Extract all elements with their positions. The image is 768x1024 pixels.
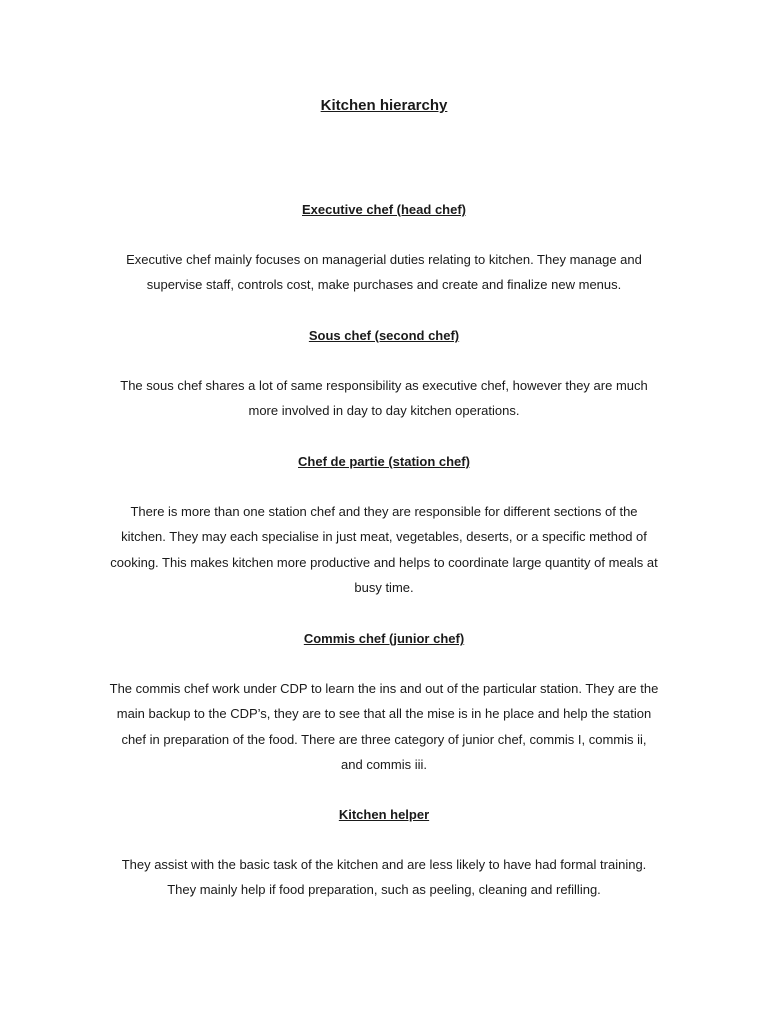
paragraph-line: kitchen. They may each specialise in just meat, vegetables, deserts, or a specific method of [121,529,647,545]
paragraph-line: supervise staff, controls cost, make purchases and create and finalize new menus. [146,277,622,293]
heading-kitchen-helper: Kitchen helper [338,807,430,822]
paragraph-line: chef in preparation of the food. There are three category of junior chef, commis I, commis ii, [121,731,647,747]
paragraph-line: cooking. This makes kitchen more productive and helps to coordinate large quantity of meals at [110,554,658,570]
paragraph-line: There is more than one station chef and they are responsible for different sections of the [130,504,638,519]
paragraph-line: more involved in day to day kitchen operations. [248,403,520,419]
heading-commis-chef: Commis chef (junior chef) [303,631,465,646]
paragraph-line: The commis chef work under CDP to learn the ins and out of the particular station. They are the [109,681,659,696]
heading-chef-de-partie: Chef de partie (station chef) [298,454,470,469]
paragraph-line: Executive chef mainly focuses on managerial duties relating to kitchen. They manage and [126,252,642,267]
paragraph-line: They assist with the basic task of the kitchen and are less likely to have had formal training. [121,857,647,872]
heading-executive-chef: Executive chef (head chef) [302,202,466,217]
paragraph-line: main backup to the CDP’s, they are to see that all the mise is in he place and help the station [116,706,652,722]
paragraph-commis-chef [74,676,694,777]
paragraph-chef-de-partie [74,499,694,600]
paragraph-line: busy time. [354,579,414,595]
paragraph-executive-chef [80,247,688,298]
paragraph-sous-chef [80,373,688,424]
heading-sous-chef: Sous chef (second chef) [308,328,460,343]
paragraph-line: The sous chef shares a lot of same responsibility as executive chef, however they are much [120,378,648,393]
page-title: Kitchen hierarchy [320,97,448,114]
paragraph-line: They mainly help if food preparation, such as peeling, cleaning and refilling. [167,882,601,898]
paragraph-kitchen-helper [80,852,688,903]
paragraph-line: and commis iii. [341,756,427,772]
